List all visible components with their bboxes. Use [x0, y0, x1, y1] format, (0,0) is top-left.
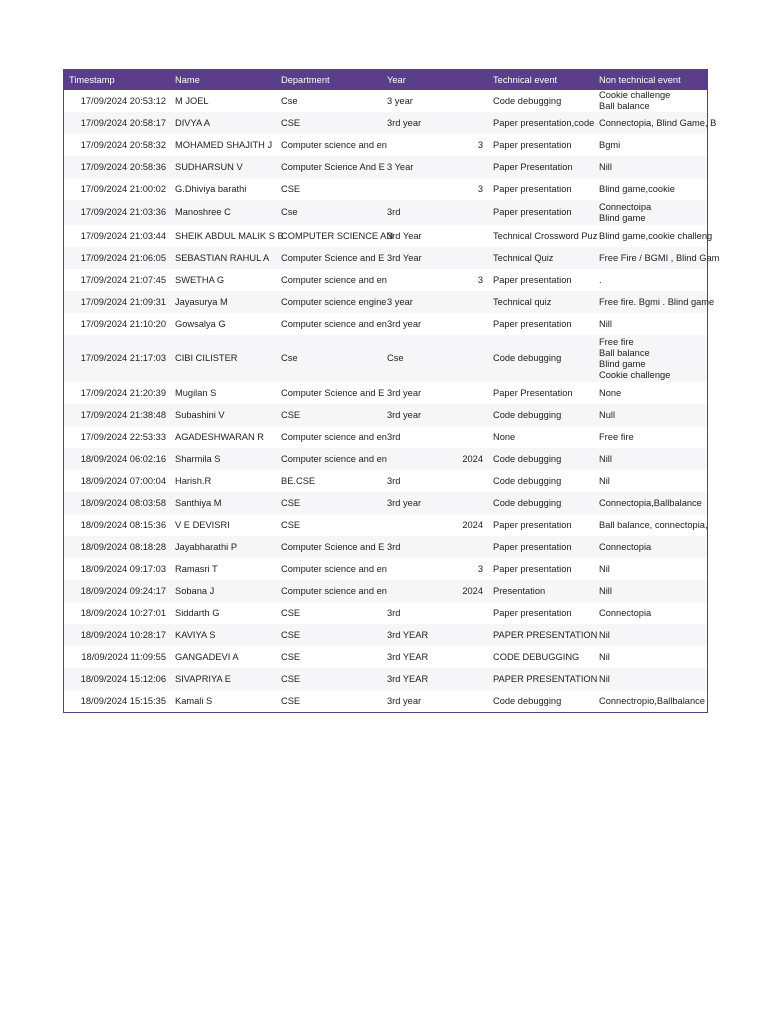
cell-non-technical-event: Nil	[599, 673, 610, 684]
cell-department: CSE	[281, 629, 301, 640]
cell-non-technical-event: Connectopia	[599, 541, 652, 552]
cell-timestamp: 17/09/2024 21:07:45	[80, 274, 166, 285]
cell-timestamp: 17/09/2024 20:58:17	[80, 117, 166, 128]
cell-name: DIVYA A	[175, 117, 210, 128]
cell-name: SHEIK ABDUL MALIK S B	[175, 230, 284, 241]
cell-department: CSE	[281, 409, 301, 420]
cell-department: Computer science and en	[281, 453, 387, 464]
responses-table	[64, 69, 720, 712]
cell-timestamp: 17/09/2024 21:20:39	[80, 387, 166, 398]
cell-non-technical-event: Connectoipa Blind game	[599, 201, 652, 223]
cell-timestamp: 17/09/2024 22:53:33	[80, 431, 166, 442]
cell-name: Kamali S	[175, 695, 213, 706]
cell-non-technical-event: Nill	[599, 161, 612, 172]
cell-name: GANGADEVI A	[175, 651, 239, 662]
header-non-technical-event: Non technical event	[599, 74, 681, 85]
table-row	[64, 291, 707, 313]
cell-non-technical-event: Connectopia	[599, 607, 652, 618]
cell-technical-event: Paper presentation	[493, 519, 572, 530]
cell-technical-event: Technical Quiz	[493, 252, 554, 263]
header-year: Year	[387, 74, 406, 85]
cell-timestamp: 17/09/2024 21:17:03	[80, 353, 166, 363]
cell-year: 3rd Year	[387, 252, 422, 263]
cell-year: 3rd year	[387, 318, 422, 329]
cell-non-technical-event: Nill	[599, 585, 612, 596]
cell-name: MOHAMED SHAJITH J	[175, 139, 273, 150]
table-row	[64, 536, 707, 558]
cell-timestamp: 17/09/2024 20:53:12	[80, 95, 166, 106]
table-row	[64, 112, 707, 134]
table-row	[64, 269, 707, 291]
cell-year: 3rd	[387, 607, 401, 618]
cell-non-technical-event: Free fire. Bgmi . Blind game	[599, 296, 715, 307]
cell-year: 2024	[462, 519, 483, 530]
cell-technical-event: Paper presentation	[493, 274, 572, 285]
cell-department: CSE	[281, 497, 301, 508]
cell-timestamp: 17/09/2024 21:38:48	[80, 409, 166, 420]
cell-name: SUDHARSUN V	[175, 161, 243, 172]
cell-technical-event: Paper Presentation	[493, 387, 573, 398]
cell-technical-event: Paper presentation,code	[493, 117, 595, 128]
cell-name: SWETHA G	[175, 274, 225, 285]
cell-name: SEBASTIAN RAHUL A	[175, 252, 270, 263]
cell-year: 3rd year	[387, 695, 422, 706]
cell-technical-event: Code debugging	[493, 409, 562, 420]
cell-year: 3rd	[387, 431, 401, 442]
cell-non-technical-event: Free fire Ball balance Blind game Cookie challenge	[599, 336, 671, 380]
cell-technical-event: Paper presentation	[493, 139, 572, 150]
cell-non-technical-event: Cookie challenge Ball balance	[599, 90, 671, 111]
cell-name: V E DEVISRI	[175, 519, 230, 530]
cell-non-technical-event: Nil	[599, 563, 610, 574]
table-row	[64, 200, 707, 225]
cell-non-technical-event: Nill	[599, 453, 612, 464]
cell-name: Sharmila S	[175, 453, 221, 464]
cell-name: Manoshree C	[175, 207, 231, 217]
cell-department: Cse	[281, 207, 298, 217]
cell-name: CIBI CILISTER	[175, 353, 238, 363]
cell-technical-event: PAPER PRESENTATION	[493, 629, 598, 640]
cell-department: Computer science and en	[281, 585, 387, 596]
cell-year: 3rd year	[387, 387, 422, 398]
cell-department: Computer science engine	[281, 296, 387, 307]
cell-name: Harish.R	[175, 475, 212, 486]
header-technical-event: Technical event	[493, 74, 558, 85]
cell-non-technical-event: Nil	[599, 475, 610, 486]
cell-technical-event: Code debugging	[493, 353, 562, 363]
cell-year: 3rd year	[387, 409, 422, 420]
cell-non-technical-event: Connectropio,Ballbalance	[599, 695, 705, 706]
cell-name: M JOEL	[175, 95, 209, 106]
cell-department: Computer Science and E	[281, 387, 385, 398]
cell-technical-event: Code debugging	[493, 497, 562, 508]
cell-department: CSE	[281, 519, 301, 530]
cell-department: Computer science and en	[281, 431, 387, 442]
cell-technical-event: Paper presentation	[493, 207, 572, 217]
cell-technical-event: Presentation	[493, 585, 546, 596]
cell-technical-event: Paper presentation	[493, 541, 572, 552]
cell-non-technical-event: Blind game,cookie challeng	[599, 230, 713, 241]
responses-sheet	[63, 69, 720, 713]
cell-technical-event: Technical Crossword Puz	[493, 230, 598, 241]
cell-name: Jayasurya M	[175, 296, 228, 307]
cell-non-technical-event: Connectopia,Ballbalance	[599, 497, 702, 508]
header-department: Department	[281, 74, 330, 85]
cell-year: 3rd	[387, 541, 401, 552]
table-row	[64, 470, 707, 492]
cell-timestamp: 17/09/2024 20:58:32	[80, 139, 166, 150]
cell-name: SIVAPRIYA E	[175, 673, 231, 684]
cell-timestamp: 18/09/2024 09:24:17	[80, 585, 166, 596]
table-row	[64, 90, 707, 112]
cell-department: CSE	[281, 117, 301, 128]
cell-year: Cse	[387, 353, 404, 363]
cell-year: 3 year	[387, 95, 413, 106]
cell-name: Jayabharathi P	[175, 541, 238, 552]
cell-non-technical-event: Blind game,cookie	[599, 183, 675, 194]
cell-name: Mugilan S	[175, 387, 217, 398]
table-row	[64, 624, 707, 646]
table-row	[64, 313, 707, 335]
cell-department: Cse	[281, 95, 298, 106]
cell-department: CSE	[281, 183, 301, 194]
table-body	[64, 90, 720, 712]
cell-non-technical-event: Bgmi	[599, 139, 621, 150]
table-row	[64, 514, 707, 536]
cell-timestamp: 17/09/2024 21:10:20	[80, 318, 166, 329]
cell-name: Subashini V	[175, 409, 225, 420]
cell-technical-event: Paper presentation	[493, 563, 572, 574]
cell-department: Computer Science and E	[281, 252, 385, 263]
cell-department: Computer science and en	[281, 274, 387, 285]
cell-timestamp: 18/09/2024 07:00:04	[80, 475, 166, 486]
cell-year: 3 year	[387, 296, 413, 307]
table-row	[64, 602, 707, 624]
cell-non-technical-event: .	[599, 274, 602, 285]
table-row	[64, 335, 707, 382]
table-row	[64, 690, 707, 712]
cell-non-technical-event: Null	[599, 409, 616, 420]
cell-timestamp: 17/09/2024 21:03:36	[80, 207, 166, 217]
cell-name: G.Dhiviya barathi	[175, 183, 247, 194]
table-row	[64, 448, 707, 470]
cell-technical-event: Code debugging	[493, 695, 562, 706]
cell-department: CSE	[281, 651, 301, 662]
cell-technical-event: Code debugging	[493, 475, 562, 486]
cell-year: 3rd year	[387, 117, 422, 128]
cell-year: 3rd YEAR	[387, 673, 429, 684]
table-row	[64, 382, 707, 404]
table-row	[64, 580, 707, 602]
cell-department: Cse	[281, 353, 298, 363]
cell-name: KAVIYA S	[175, 629, 216, 640]
cell-timestamp: 18/09/2024 08:03:58	[80, 497, 166, 508]
cell-technical-event: Paper presentation	[493, 607, 572, 618]
cell-timestamp: 18/09/2024 15:12:06	[80, 673, 166, 684]
cell-timestamp: 18/09/2024 08:18:28	[80, 541, 166, 552]
cell-timestamp: 17/09/2024 21:06:05	[80, 252, 166, 263]
cell-technical-event: Paper Presentation	[493, 161, 573, 172]
cell-year: 3	[477, 183, 483, 194]
cell-non-technical-event: Nil	[599, 629, 610, 640]
cell-non-technical-event: Connectopia, Blind Game, B	[599, 117, 717, 128]
cell-year: 3	[477, 139, 483, 150]
cell-non-technical-event: Free fire	[599, 431, 634, 442]
cell-year: 3rd year	[387, 497, 422, 508]
cell-timestamp: 18/09/2024 08:15:36	[80, 519, 166, 530]
cell-technical-event: Code debugging	[493, 95, 562, 106]
cell-name: Santhiya M	[175, 497, 222, 508]
cell-technical-event: Code debugging	[493, 453, 562, 464]
cell-department: CSE	[281, 607, 301, 618]
cell-year: 3	[477, 274, 483, 285]
table-row	[64, 178, 707, 200]
cell-name: Ramasri T	[175, 563, 218, 574]
cell-timestamp: 17/09/2024 20:58:36	[80, 161, 166, 172]
cell-non-technical-event: Nil	[599, 651, 610, 662]
cell-year: 3rd	[387, 207, 401, 217]
cell-name: Siddarth G	[175, 607, 220, 618]
cell-department: Computer science and en	[281, 318, 387, 329]
cell-year: 3rd YEAR	[387, 629, 429, 640]
cell-name: Sobana J	[175, 585, 215, 596]
table-row	[64, 558, 707, 580]
table-row	[64, 404, 707, 426]
table-row	[64, 426, 707, 448]
cell-department: Computer science and en	[281, 563, 387, 574]
cell-timestamp: 18/09/2024 10:27:01	[80, 607, 166, 618]
cell-non-technical-event: Nill	[599, 318, 612, 329]
cell-department: Computer Science And E	[281, 161, 385, 172]
cell-year: 3rd YEAR	[387, 651, 429, 662]
cell-year: 3 Year	[387, 161, 414, 172]
cell-department: COMPUTER SCIENCE AN	[281, 230, 394, 241]
cell-non-technical-event: Free Fire / BGMI , Blind Gam	[599, 252, 720, 263]
table-row	[64, 225, 707, 247]
cell-department: Computer Science and E	[281, 541, 385, 552]
cell-technical-event: PAPER PRESENTATION	[493, 673, 598, 684]
cell-department: BE.CSE	[281, 475, 316, 486]
table-row	[64, 134, 707, 156]
cell-year: 2024	[462, 453, 483, 464]
cell-timestamp: 17/09/2024 21:03:44	[80, 230, 166, 241]
cell-department: Computer science and en	[281, 139, 387, 150]
table-row	[64, 646, 707, 668]
cell-technical-event: Paper presentation	[493, 183, 572, 194]
table-row	[64, 492, 707, 514]
cell-department: CSE	[281, 695, 301, 706]
table-row	[64, 156, 707, 178]
cell-timestamp: 18/09/2024 10:28:17	[80, 629, 166, 640]
cell-timestamp: 18/09/2024 09:17:03	[80, 563, 166, 574]
table-row	[64, 668, 707, 690]
cell-year: 3rd	[387, 475, 401, 486]
cell-department: CSE	[281, 673, 301, 684]
cell-technical-event: None	[493, 431, 516, 442]
cell-timestamp: 18/09/2024 11:09:55	[81, 651, 166, 662]
cell-non-technical-event: None	[599, 387, 622, 398]
cell-technical-event: Technical quiz	[493, 296, 552, 307]
cell-name: AGADESHWARAN R	[175, 431, 265, 442]
table-row	[64, 247, 707, 269]
cell-non-technical-event: Ball balance, connectopia,	[599, 519, 708, 530]
cell-year: 2024	[462, 585, 483, 596]
cell-timestamp: 18/09/2024 06:02:16	[80, 453, 166, 464]
cell-timestamp: 17/09/2024 21:00:02	[80, 183, 166, 194]
cell-timestamp: 17/09/2024 21:09:31	[80, 296, 166, 307]
cell-year: 3rd Year	[387, 230, 422, 241]
cell-name: Gowsalya G	[175, 318, 226, 329]
header-row	[64, 69, 707, 90]
header-name: Name	[175, 74, 200, 85]
cell-technical-event: CODE DEBUGGING	[493, 651, 580, 662]
header-timestamp: Timestamp	[69, 74, 115, 85]
cell-technical-event: Paper presentation	[493, 318, 572, 329]
cell-year: 3	[477, 563, 483, 574]
cell-timestamp: 18/09/2024 15:15:35	[80, 695, 166, 706]
